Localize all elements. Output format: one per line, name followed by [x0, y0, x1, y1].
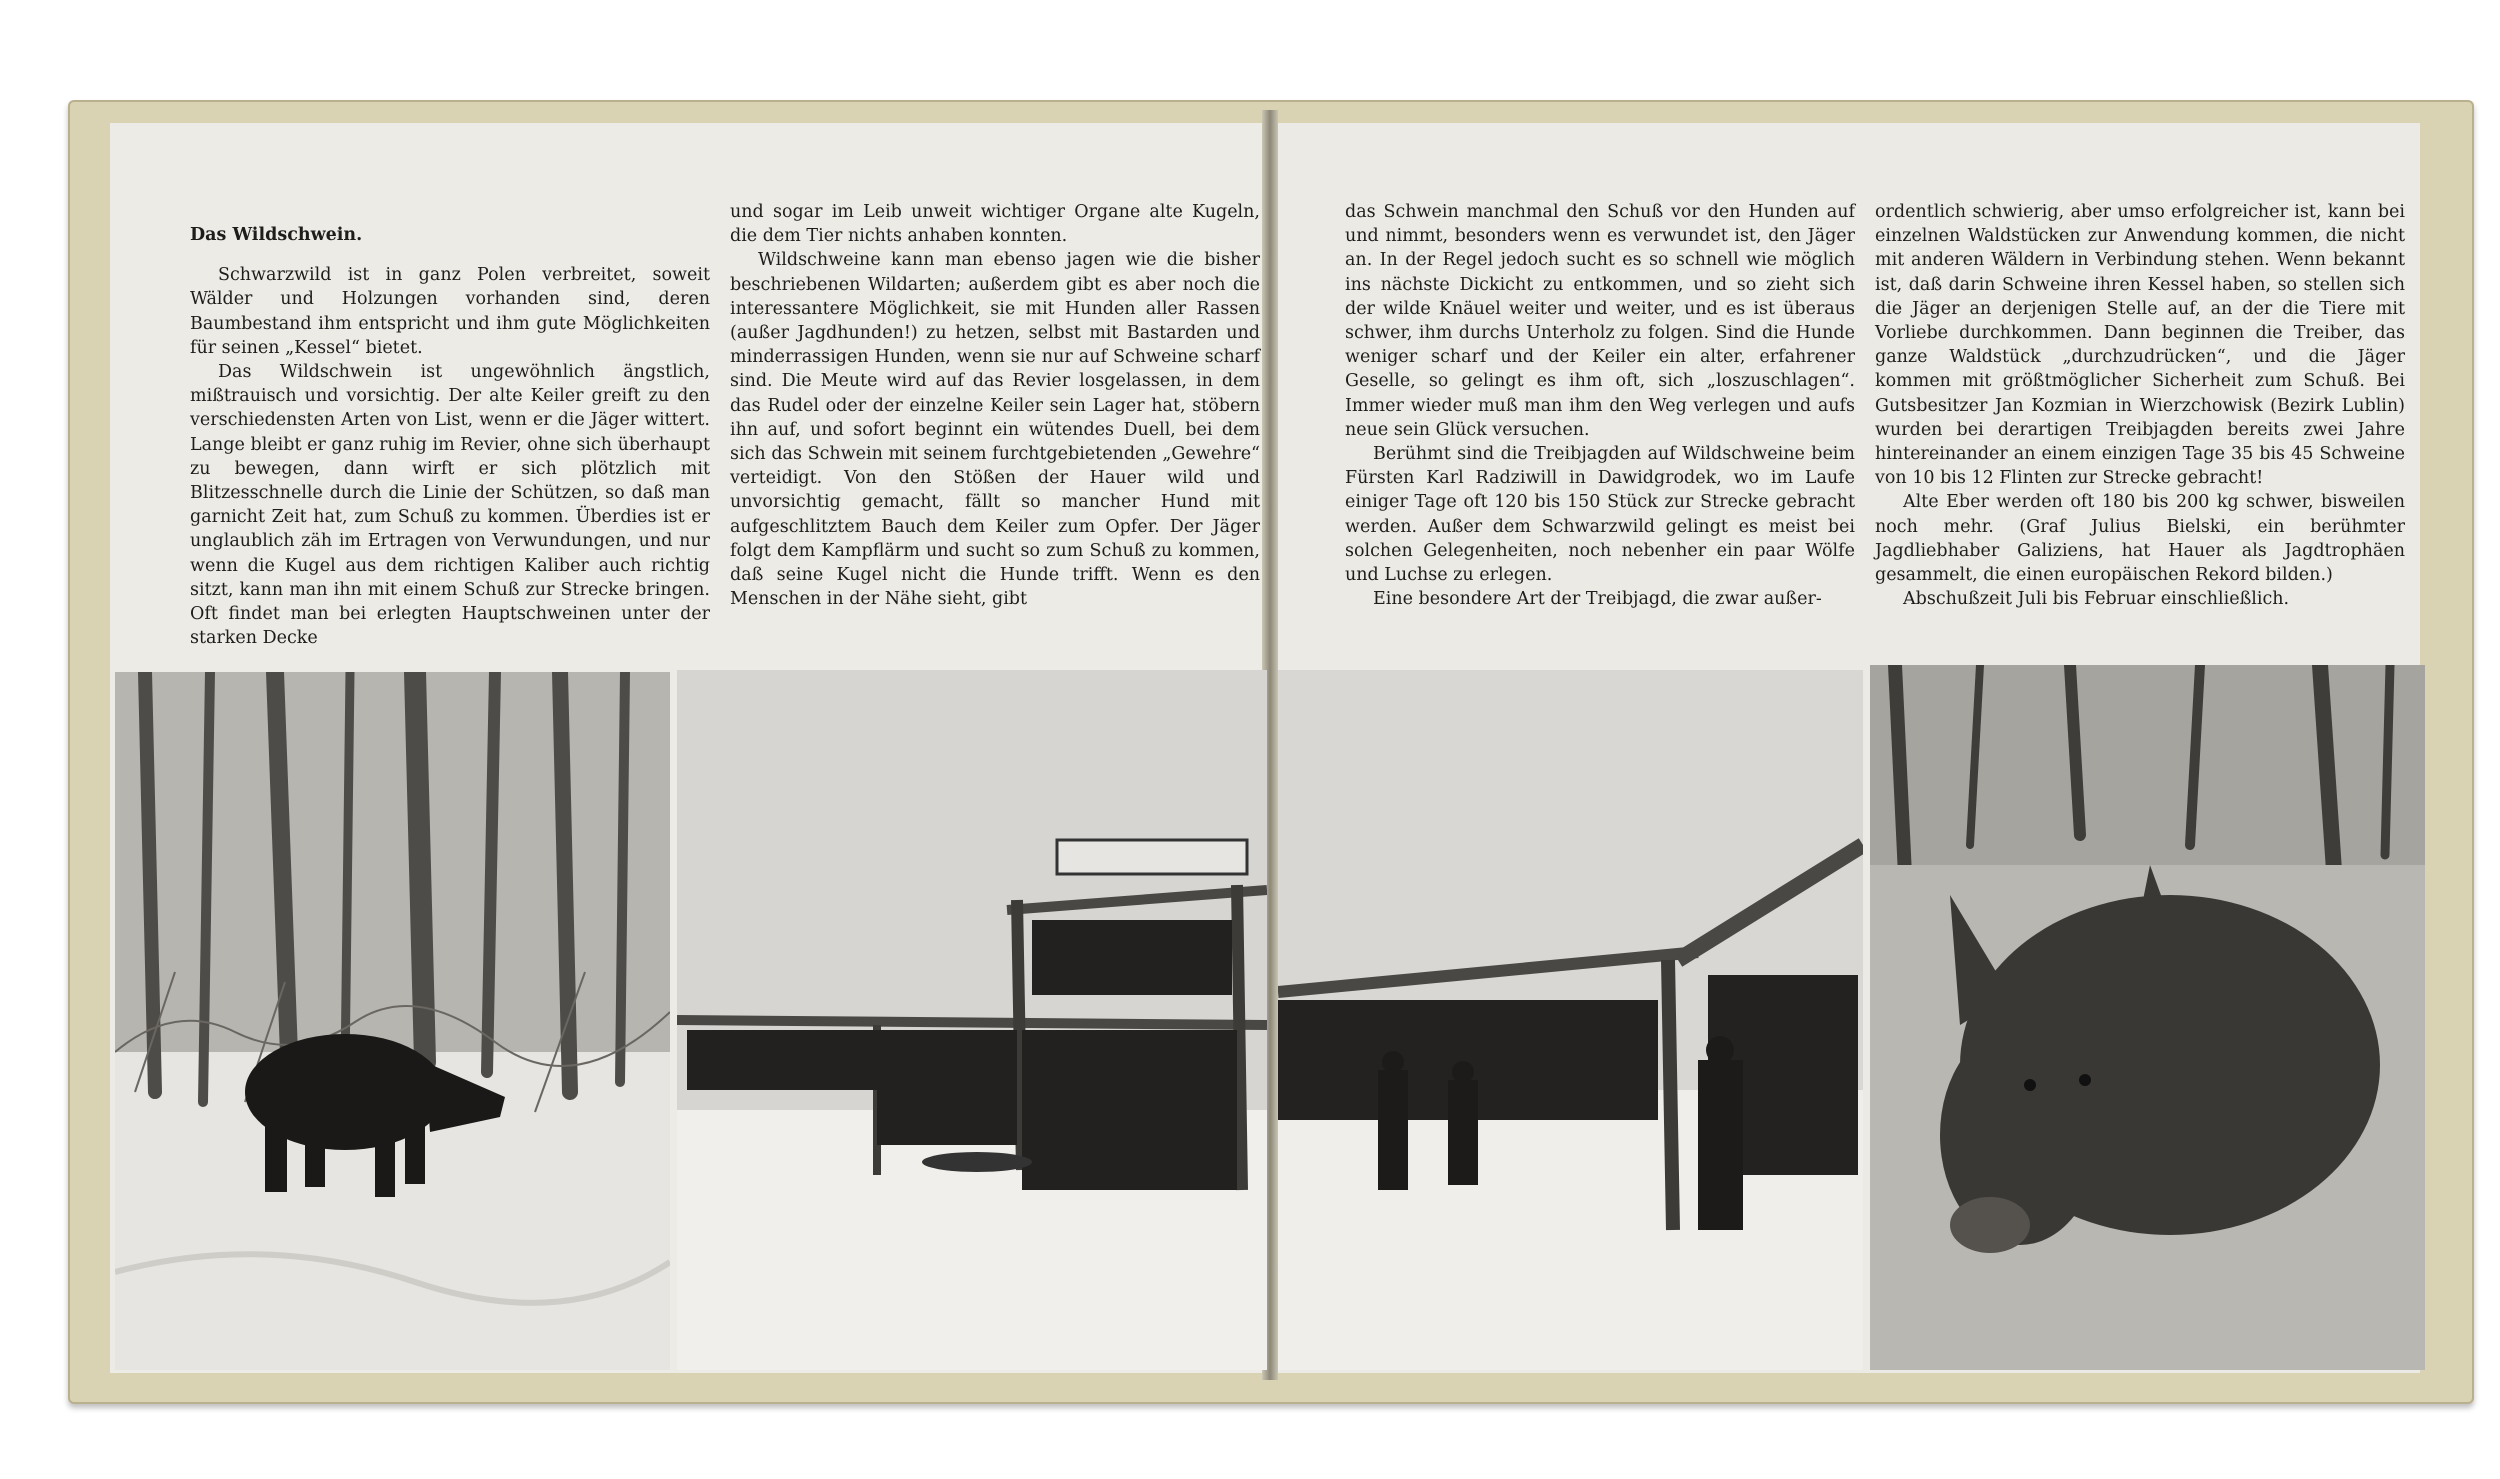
- photo-hunters-rack-right: [1278, 670, 1863, 1370]
- paragraph: das Schwein manchmal den Schuß vor den Hunden auf und nimmt, besonders wenn es verwundet ist, den Jäger an. In der Regel jedoch sucht es so schnell wie möglich ins nächste Dickicht zu entkommen, und so zieht sich der wilde Knäuel weiter und weiter, und es ist überaus schwer, ihm durchs Unterholz zu folgen. Sind die Hunde weniger scharf und der Keiler ein alter, erfahrener Geselle, so gelingt es ihm oft, sich „loszuschlagen“. Immer wieder muß man ihm den Weg verlegen und aufs neue sein Glück versuchen.: [1345, 202, 1855, 440]
- article-title: Das Wildschwein.: [190, 225, 363, 245]
- paragraph: Alte Eber werden oft 180 bis 200 kg schwer, bisweilen noch mehr. (Graf Julius Bielski, ein berühmter Jagdliebhaber Galiziens, hat Hauer als Jagdtrophäen gesammelt, die einen europäischen Rekord bilden.): [1875, 492, 2405, 586]
- paragraph: Schwarzwild ist in ganz Polen verbreitet, soweit Wälder und Holzungen vorhanden sind, deren Baumbestand ihm entspricht und ihm gute Möglichkeiten für seinen „Kessel“ bietet.: [190, 265, 710, 358]
- paragraph: ordentlich schwierig, aber umso erfolgreicher ist, kann bei einzelnen Waldstücken zur Anwendung kommen, die nicht mit anderen Wäldern in Verbindung stehen. Wenn bekannt ist, daß darin Schweine ihren Kessel haben, so stellen sich die Jäger an derjenigen Stelle auf, an der die Tiere mit Vorliebe durchkommen. Dann beginnen die Treiber, das ganze Waldstück „durchzudrücken“, und die Jäger kommen mit größtmöglicher Sicherheit zum Schuß. Bei Gutsbesitzer Jan Kozmian in Wierzchowisk (Bezirk Lublin) wurden bei derartigen Treibjagden bereits zwei Jahre hintereinander an einem einzigen Tage 35 bis 45 Schweine von 10 bis 12 Flinten zur Strecke gebracht!: [1875, 202, 2405, 489]
- paragraph: Berühmt sind die Treibjagden auf Wildschweine beim Fürsten Karl Radziwill in Dawidgrodek, wo im Laufe einiger Tage oft 120 bis 150 Stück zur Strecke gebracht werden. Außer dem Schwarzwild gelingt es meist bei solchen Gelegenheiten, noch nebenher ein paar Wölfe und Luchse zu erlegen.: [1345, 444, 1855, 586]
- paragraph: Eine besondere Art der Treibjagd, die zwar außer-: [1373, 589, 1822, 610]
- photo-boar-close-up: [1870, 665, 2425, 1370]
- photo-hunting-rack-left: [677, 670, 1267, 1370]
- photo-boar-snow-forest: [115, 672, 670, 1370]
- paragraph: Das Wildschwein ist ungewöhnlich ängstlich, mißtrauisch und vorsichtig. Der alte Keiler greift zu den verschiedensten Arten von List, wenn er die Jäger wittert. Lange bleibt er ganz ruhig im Revier, ohne sich überhaupt zu bewegen, dann wirft er sich plötzlich mit Blitzesschnelle durch die Linie der Schützen, so daß man garnicht Zeit hat, zum Schuß zu kommen. Überdies ist er unglaublich zäh im Ertragen von Verwundungen, und nur wenn die Kugel aus dem richtigen Kaliber auch richtig sitzt, kann man ihn mit einem Schuß zur Strecke bringen. Oft findet man bei erlegten Hauptschweinen unter der starken Decke: [190, 362, 710, 649]
- text-column-1: [190, 223, 710, 650]
- paragraph: Abschußzeit Juli bis Februar einschließlich.: [1903, 589, 2290, 610]
- text-column-3: [1345, 200, 1855, 611]
- text-column-2: [730, 200, 1260, 611]
- paragraph: Wildschweine kann man ebenso jagen wie die bisher beschriebenen Wildarten; außerdem gibt es aber noch die interessantere Möglichkeit, sie mit Hunden aller Rassen (außer Jagdhunden!) zu hetzen, selbst mit Bastarden und minderrassigen Hunden, wenn sie nur auf Schweine scharf sind. Die Meute wird auf das Revier losgelassen, in dem das Rudel oder der einzelne Keiler sein Lager hat, stöbern ihn auf, und sofort beginnt ein wütendes Duell, bei dem sich das Schwein mit seinem furchtgebietenden „Gewehre“ verteidigt. Von den Stößen der Hauer wild und unvorsichtig gemacht, fällt so mancher Hund mit aufgeschlitztem Bauch dem Keiler zum Opfer. Der Jäger folgt dem Kampflärm und sucht so zum Schuß zu kommen, daß seine Kugel nicht die Hunde trifft. Wenn es den Menschen in der Nähe sieht, gibt: [730, 250, 1260, 610]
- paragraph: und sogar im Leib unweit wichtiger Organe alte Kugeln, die dem Tier nichts anhaben konnten.: [730, 202, 1260, 247]
- text-column-4: [1875, 200, 2405, 611]
